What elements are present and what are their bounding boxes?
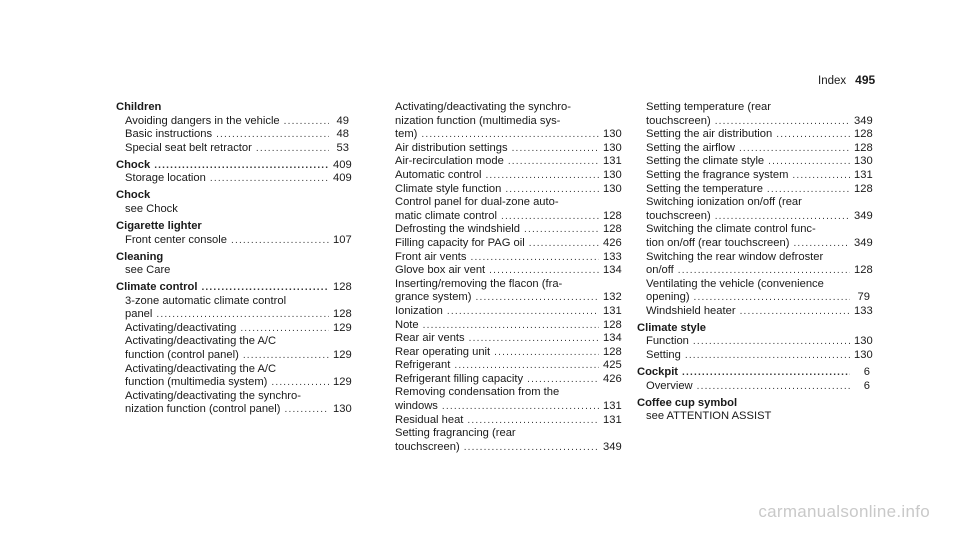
dot-leader — [240, 322, 329, 336]
index-subentry — [386, 359, 622, 373]
index-subentry — [116, 142, 349, 156]
subentry-text: 3-zone automatic climate control — [125, 294, 287, 307]
subentry-line — [386, 264, 622, 278]
subentry-text: Avoiding dangers in the vehicle — [125, 114, 280, 127]
subentry-text: Switching the climate control func- — [646, 223, 816, 236]
subentry-line — [386, 209, 622, 224]
index-subentry — [386, 168, 622, 183]
dot-leader — [442, 400, 599, 414]
subentry-line — [116, 376, 352, 390]
page-ref: 131 — [854, 168, 873, 181]
subentry-text: Switching the rear window defroster — [646, 250, 824, 263]
subentry-text: panel — [125, 308, 153, 321]
page-ref: 129 — [333, 349, 352, 362]
index-subentry — [386, 372, 622, 387]
subentry-line — [386, 372, 622, 387]
subentry-line — [637, 114, 873, 129]
index-subentry — [637, 101, 873, 128]
subentry-text: Refrigerant filling capacity — [395, 372, 524, 385]
index-subentry — [637, 250, 873, 278]
subentry-line — [116, 335, 349, 349]
index-subentry — [637, 349, 873, 363]
dot-leader — [485, 169, 599, 183]
subentry-text: Defrosting the windshield — [395, 223, 520, 236]
index-heading: Coffee cup symbol — [637, 396, 738, 409]
index-subentry — [637, 278, 870, 305]
index-subentry — [386, 182, 622, 197]
subentry-text: Glove box air vent — [395, 264, 486, 277]
page-ref: 130 — [603, 141, 622, 154]
dot-leader — [776, 128, 850, 142]
subentry-line — [386, 318, 622, 333]
subentry-line — [386, 155, 622, 169]
dot-leader — [243, 349, 329, 363]
subentry-line — [637, 128, 873, 142]
index-subentry — [637, 182, 873, 197]
page-ref: 349 — [854, 209, 873, 222]
subentry-line — [386, 223, 622, 237]
index-heading-entry — [116, 281, 352, 295]
subentry-text: Automatic control — [395, 168, 482, 181]
subentry-line — [386, 427, 619, 441]
dot-leader — [447, 305, 599, 319]
dot-leader — [421, 128, 599, 142]
index-heading-text: Cockpit — [637, 366, 679, 379]
index-subentry — [386, 223, 622, 237]
index-subentry — [386, 264, 622, 278]
page-ref: 132 — [603, 291, 622, 304]
dot-leader — [685, 349, 850, 363]
subentry-text: Storage location — [125, 172, 206, 185]
index-subentry — [386, 277, 622, 305]
subentry-line — [386, 141, 622, 156]
page-ref: 129 — [333, 321, 352, 334]
subentry-text: Rear air vents — [395, 332, 465, 345]
subentry-text: touchscreen) — [395, 440, 460, 453]
subentry-line — [637, 264, 873, 278]
dot-leader — [768, 155, 850, 169]
dot-leader — [454, 359, 599, 373]
subentry-text: Inserting/removing the flacon (fra- — [395, 277, 563, 290]
watermark: carmanualsonline.info — [758, 502, 930, 522]
dot-leader — [682, 366, 850, 380]
subentry-text: Setting the air distribution — [646, 128, 773, 141]
dot-leader — [501, 210, 599, 224]
dot-leader — [154, 159, 329, 173]
page-ref: 128 — [854, 264, 873, 277]
page-ref: 409 — [333, 158, 352, 171]
page-ref: 409 — [333, 172, 352, 185]
index-subentry — [116, 233, 352, 248]
dot-leader — [505, 183, 599, 197]
index-subentry — [637, 380, 870, 394]
subentry-line — [637, 291, 870, 305]
index-heading: Climate style — [637, 321, 707, 334]
dot-leader — [489, 264, 599, 278]
dot-leader — [512, 142, 599, 156]
subentry-line — [116, 233, 352, 248]
subentry-line — [116, 308, 352, 322]
subentry-text: function (multimedia system) — [125, 376, 268, 389]
subentry-line — [386, 386, 619, 400]
page-ref: 131 — [603, 413, 622, 426]
subentry-text: Switching ionization on/off (rear — [646, 196, 802, 209]
index-subentry — [637, 196, 873, 223]
subentry-text: Climate style function — [395, 182, 502, 195]
page-ref: 131 — [603, 304, 622, 317]
subentry-line — [637, 168, 873, 183]
page-ref: 133 — [854, 304, 873, 317]
subentry-text: touchscreen) — [646, 114, 711, 127]
subentry-text: Activating/deactivating the synchro- — [125, 389, 301, 402]
subentry-text: touchscreen) — [646, 209, 711, 222]
page-ref: 48 — [336, 128, 349, 141]
index-heading-entry — [116, 101, 349, 115]
subentry-line — [386, 128, 622, 142]
subentry-text: function (control panel) — [125, 349, 239, 362]
index-subentry — [637, 128, 873, 142]
subentry-line — [386, 345, 622, 360]
page-ref: 133 — [603, 250, 622, 263]
subentry-text: Activating/deactivating the A/C — [125, 335, 277, 348]
index-heading-entry — [116, 251, 349, 265]
index-subentry — [637, 168, 873, 183]
subentry-line — [116, 295, 349, 309]
page-ref: 128 — [854, 182, 873, 195]
subentry-line — [637, 304, 873, 319]
subentry-text: Setting fragrancing (rear — [395, 427, 516, 440]
dot-leader — [156, 308, 329, 322]
page-ref: 128 — [603, 209, 622, 222]
page-ref: 128 — [603, 345, 622, 358]
subentry-text: Ventilating the vehicle (convenience — [646, 277, 824, 290]
dot-leader — [715, 210, 850, 224]
dot-leader — [471, 251, 599, 265]
subentry-line — [637, 182, 873, 197]
dot-leader — [284, 115, 329, 129]
subentry-line — [116, 128, 349, 142]
index-heading-entry — [116, 220, 349, 234]
subentry-text: nization function (control panel) — [125, 403, 281, 416]
subentry-text: Setting the airflow — [646, 141, 735, 154]
subentry-text: Air distribution settings — [395, 141, 508, 154]
subentry-line — [386, 291, 622, 305]
index-subentry — [386, 196, 622, 223]
subentry-line — [386, 182, 622, 197]
index-subentry — [386, 386, 622, 413]
dot-leader — [216, 128, 329, 142]
subentry-text: Setting the fragrance system — [646, 168, 789, 181]
index-heading-line — [637, 366, 870, 380]
page-ref: 130 — [333, 403, 352, 416]
dot-leader — [256, 142, 329, 156]
page-ref: 349 — [854, 114, 873, 127]
index-subentry — [116, 128, 349, 142]
page-ref: 131 — [603, 400, 622, 413]
subentry-line — [637, 349, 873, 363]
page-ref: 53 — [336, 141, 349, 154]
index-subentry — [116, 203, 349, 217]
page-ref: 128 — [333, 281, 352, 294]
index-subentry — [386, 250, 622, 265]
subentry-line — [386, 278, 619, 292]
index-subentry — [116, 321, 352, 336]
subentry-text: Control panel for dual-zone auto- — [395, 196, 559, 209]
subentry-text: Activating/deactivating the A/C — [125, 362, 277, 375]
subentry-line — [637, 101, 870, 115]
subentry-text: Function — [646, 335, 689, 348]
subentry-text: Note — [395, 318, 419, 331]
dot-leader — [271, 376, 329, 390]
page-ref: 49 — [336, 114, 349, 127]
subentry-text: Setting the temperature — [646, 182, 763, 195]
index-subentry — [386, 345, 622, 360]
page-ref: 79 — [857, 291, 870, 304]
page-ref: 6 — [863, 379, 870, 392]
subentry-line — [637, 196, 870, 210]
index-heading-entry — [637, 397, 870, 411]
page-ref: 128 — [603, 318, 622, 331]
subentry-line — [116, 172, 352, 186]
page-ref: 6 — [863, 366, 870, 379]
subentry-line — [637, 209, 873, 224]
index-heading-text: Chock — [116, 158, 151, 171]
index-subentry — [637, 223, 873, 250]
page-number: 495 — [855, 73, 876, 87]
subentry-text: Air-recirculation mode — [395, 155, 504, 168]
page-ref: 130 — [603, 128, 622, 141]
subentry-line — [386, 250, 622, 265]
dot-leader — [693, 335, 850, 349]
index-heading: Chock — [116, 189, 151, 202]
index-subentry — [637, 335, 873, 349]
page-ref: 426 — [603, 372, 622, 385]
index-label: Index — [818, 75, 847, 87]
index-subentry — [386, 427, 622, 454]
index-subentry — [386, 155, 622, 169]
subentry-line — [386, 413, 622, 428]
subentry-text: Front air vents — [395, 250, 467, 263]
subentry-text: Filling capacity for PAG oil — [395, 236, 525, 249]
dot-leader — [494, 346, 599, 360]
index-subentry — [116, 264, 349, 278]
subentry-line — [116, 390, 349, 404]
subentry-line — [386, 304, 622, 319]
subentry-text: Basic instructions — [125, 128, 213, 141]
index-subentry — [386, 332, 622, 346]
subentry-text: Activating/deactivating the synchro- — [395, 101, 571, 113]
subentry-text: opening) — [646, 291, 690, 304]
index-heading: Cigarette lighter — [116, 219, 202, 232]
index-heading-entry — [116, 158, 352, 173]
subentry-line — [386, 196, 619, 210]
subentry-line — [386, 115, 619, 129]
index-subentry — [637, 304, 873, 319]
dot-leader — [740, 305, 850, 319]
subentry-line — [386, 440, 622, 455]
subentry-line — [637, 223, 870, 237]
see-reference: see ATTENTION ASSIST — [646, 410, 772, 423]
page-ref: 130 — [854, 335, 873, 348]
dot-leader — [210, 172, 329, 186]
subentry-text: Setting — [646, 349, 681, 362]
dot-leader — [792, 169, 850, 183]
dot-leader — [469, 332, 599, 346]
page-ref: 134 — [603, 264, 622, 277]
subentry-text: Overview — [646, 379, 693, 392]
dot-leader — [739, 142, 850, 156]
subentry-line — [637, 236, 873, 251]
page-ref: 425 — [603, 359, 622, 372]
page-ref: 107 — [333, 233, 352, 246]
subentry-line — [637, 380, 870, 394]
index-subentry — [637, 141, 873, 156]
index-heading-entry — [116, 189, 349, 203]
page-ref: 130 — [854, 155, 873, 168]
dot-leader — [467, 414, 599, 428]
subentry-text: windows — [395, 400, 438, 413]
page-ref: 129 — [333, 376, 352, 389]
subentry-text: matic climate control — [395, 209, 497, 222]
dot-leader — [524, 223, 599, 237]
subentry-line — [116, 115, 349, 129]
page-ref: 130 — [603, 182, 622, 195]
subentry-line — [386, 168, 622, 183]
index-column-3 — [637, 101, 873, 424]
subentry-line — [116, 403, 352, 417]
subentry-line — [386, 400, 622, 414]
page-ref: 130 — [854, 349, 873, 362]
index-heading-entry — [637, 366, 870, 380]
index-subentry — [637, 155, 873, 169]
subentry-line — [116, 363, 349, 377]
subentry-line — [386, 332, 622, 346]
subentry-text: nization function (multimedia sys- — [395, 114, 561, 127]
dot-leader — [694, 291, 850, 305]
subentry-text: tion on/off (rear touchscreen) — [646, 236, 790, 249]
subentry-line — [637, 155, 873, 169]
dot-leader — [767, 183, 850, 197]
subentry-text: Removing condensation from the — [395, 386, 560, 399]
index-subentry — [386, 236, 622, 251]
subentry-line — [116, 349, 352, 363]
subentry-text: Rear operating unit — [395, 345, 491, 358]
subentry-text: on/off — [646, 264, 674, 277]
dot-leader — [527, 373, 599, 387]
index-subentry — [386, 318, 622, 333]
index-subentry — [116, 172, 352, 186]
subentry-text: Refrigerant — [395, 359, 451, 372]
index-column-2 — [386, 101, 622, 454]
dot-leader — [201, 281, 329, 295]
index-heading-line — [116, 158, 352, 173]
index-subentry — [386, 141, 622, 156]
index-subentry — [386, 413, 622, 428]
subentry-line — [386, 101, 619, 115]
see-reference: see Chock — [125, 202, 178, 215]
page-ref: 349 — [854, 236, 873, 249]
index-heading-line — [116, 281, 352, 295]
dot-leader — [678, 264, 850, 278]
index-subentry — [116, 115, 349, 129]
subentry-text: Special seat belt retractor — [125, 141, 252, 154]
see-reference: see Care — [125, 264, 171, 277]
page-ref: 128 — [603, 223, 622, 236]
subentry-text: Ionization — [395, 304, 443, 317]
subentry-text: Activating/deactivating — [125, 321, 237, 334]
subentry-text: Setting temperature (rear — [646, 101, 771, 113]
subentry-line — [386, 236, 622, 251]
subentry-line — [637, 278, 870, 292]
dot-leader — [529, 237, 599, 251]
dot-leader — [793, 237, 850, 251]
dot-leader — [284, 403, 329, 417]
subentry-text: Residual heat — [395, 413, 464, 426]
index-subentry — [116, 294, 352, 322]
dot-leader — [423, 319, 599, 333]
index-subentry — [116, 335, 352, 362]
page-ref: 131 — [603, 155, 622, 168]
dot-leader — [697, 380, 850, 394]
page-ref: 349 — [603, 440, 622, 453]
subentry-text: Front center console — [125, 233, 227, 246]
subentry-line — [637, 335, 873, 349]
dot-leader — [464, 441, 599, 455]
page-ref: 134 — [603, 332, 622, 345]
page-ref: 128 — [854, 128, 873, 141]
index-heading: Cleaning — [116, 250, 164, 263]
subentry-line — [637, 251, 870, 265]
dot-leader — [475, 291, 599, 305]
subentry-text: Setting the climate style — [646, 155, 765, 168]
index-heading: Children — [116, 101, 162, 113]
subentry-text: Windshield heater — [646, 304, 736, 317]
subentry-line — [116, 142, 349, 156]
page-ref: 426 — [603, 236, 622, 249]
page-ref: 128 — [854, 141, 873, 154]
index-subentry — [386, 304, 622, 319]
page-ref: 128 — [333, 308, 352, 321]
dot-leader — [508, 155, 599, 169]
subentry-text: grance system) — [395, 291, 472, 304]
index-heading-entry — [637, 322, 870, 336]
dot-leader — [231, 234, 329, 248]
dot-leader — [715, 115, 850, 129]
index-subentry — [637, 410, 870, 424]
index-subentry — [386, 101, 622, 142]
subentry-text: tem) — [395, 128, 418, 141]
subentry-line — [637, 141, 873, 156]
subentry-line — [386, 359, 622, 373]
subentry-line — [116, 321, 352, 336]
index-subentry — [116, 362, 352, 390]
index-subentry — [116, 389, 352, 417]
index-heading-text: Climate control — [116, 281, 198, 294]
index-column-1 — [116, 101, 352, 417]
page-ref: 130 — [603, 168, 622, 181]
page-header — [818, 74, 875, 89]
